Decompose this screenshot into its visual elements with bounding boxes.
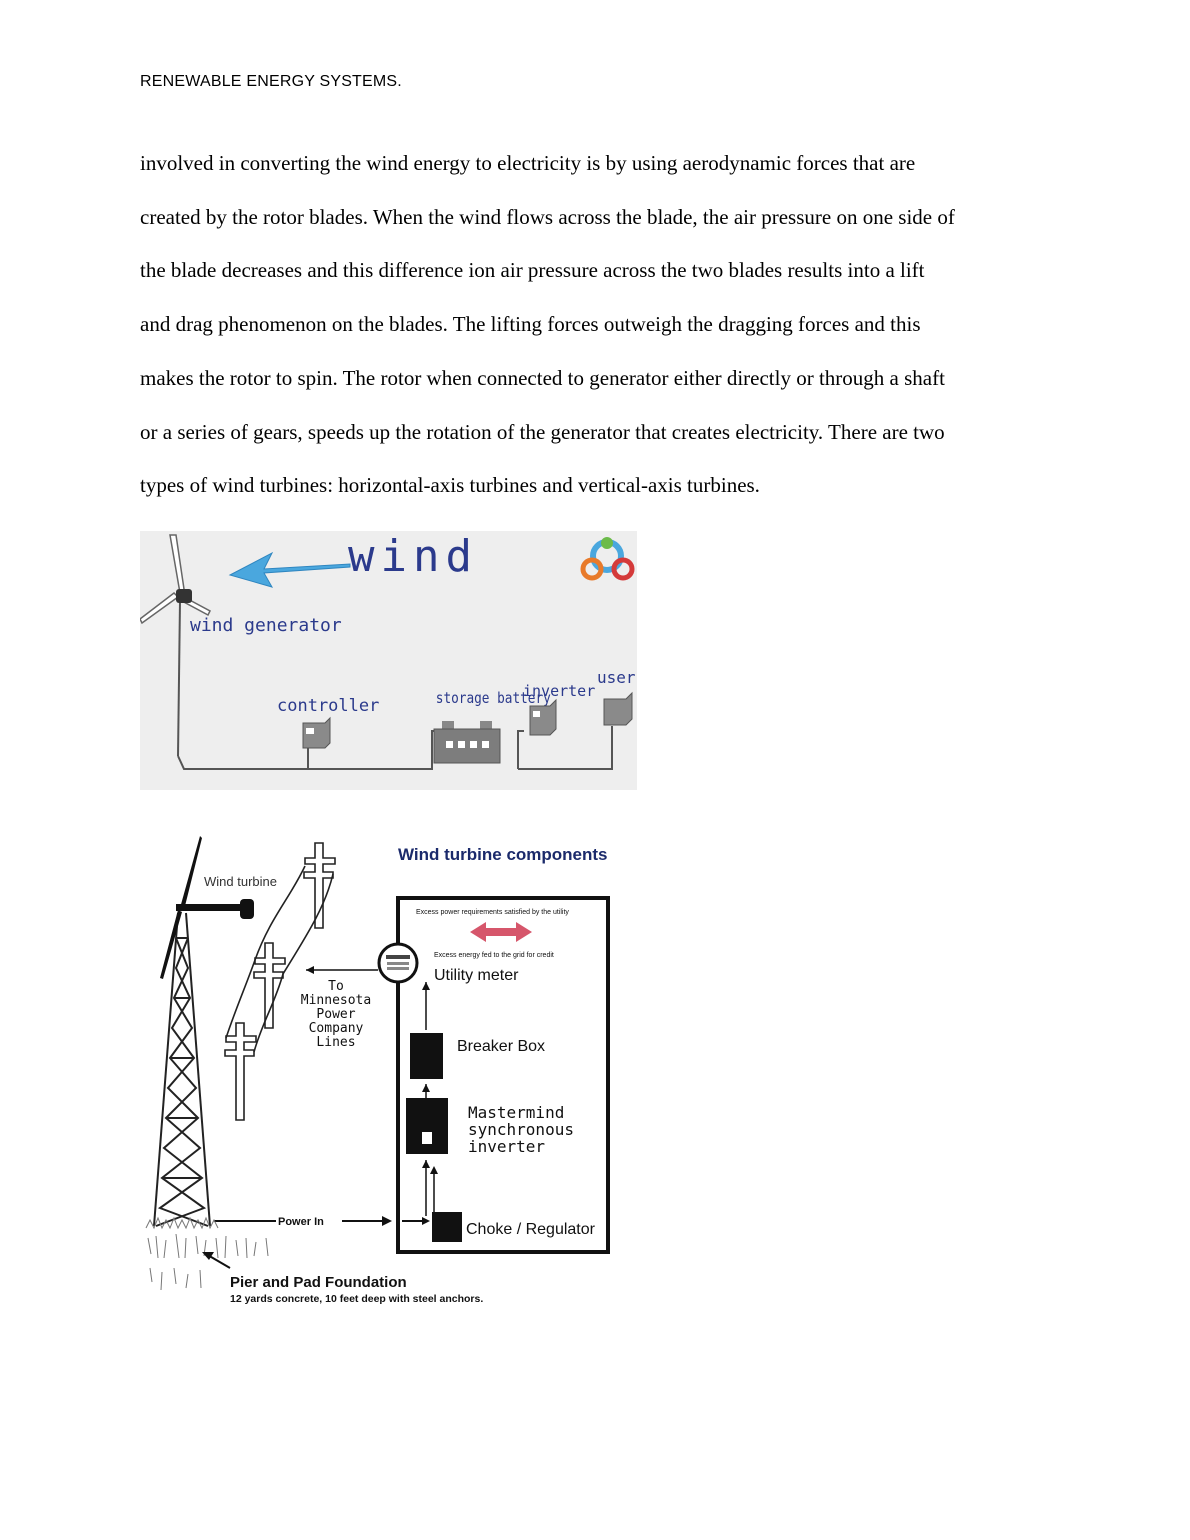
- to-lines-line: Company: [308, 1021, 364, 1036]
- foundation-note: 12 yards concrete, 10 feet deep with steel anchors.: [230, 1293, 484, 1305]
- excess-power-label: Excess power requirements satisfied by the utility: [416, 909, 569, 916]
- paragraph-line: involved in converting the wind energy to electricity is by using aerodynamic forces that are: [140, 151, 916, 175]
- battery-label: storage battery: [435, 690, 551, 708]
- choke-regulator-label: Choke / Regulator: [466, 1221, 595, 1238]
- components-figure: [140, 828, 620, 1310]
- paragraph-line: types of wind turbines: horizontal-axis turbines and vertical-axis turbines.: [140, 473, 760, 498]
- components-title: Wind turbine components: [398, 845, 608, 864]
- excess-energy-label: Excess energy fed to the grid for credit: [434, 952, 554, 959]
- wind-label: wind: [348, 531, 478, 582]
- to-lines-line: To: [328, 979, 344, 994]
- to-lines-line: Minnesota: [300, 993, 372, 1008]
- turbine-label: Wind turbine: [204, 874, 277, 889]
- paragraph-line: or a series of gears, speeds up the rotation of the generator that creates electricity. There are two: [140, 419, 945, 444]
- power-in-label: Power In: [278, 1216, 324, 1228]
- inverter-label-line: inverter: [468, 1137, 546, 1156]
- body-paragraph: [140, 137, 1060, 513]
- user-label: user: [597, 668, 636, 687]
- generator-label: wind generator: [190, 615, 342, 636]
- inverter-icon: [406, 1098, 448, 1154]
- to-lines-line: Power: [316, 1007, 356, 1022]
- controller-box: [303, 718, 330, 748]
- inverter-label-line: synchronous: [468, 1120, 574, 1139]
- inverter-label: inverter: [523, 682, 596, 700]
- paragraph-line: the blade decreases and this difference ion air pressure across the two blades results into a lift: [140, 258, 925, 283]
- foundation-title: Pier and Pad Foundation: [230, 1274, 407, 1291]
- wind-system-figure: [140, 531, 637, 790]
- inverter-label-line: Mastermind: [468, 1103, 565, 1122]
- to-lines-line: Lines: [316, 1035, 356, 1050]
- utility-meter-icon: [379, 944, 417, 982]
- breaker-box-label: Breaker Box: [457, 1038, 546, 1055]
- controller-label: controller: [277, 696, 380, 716]
- choke-regulator-icon: [432, 1212, 462, 1242]
- breaker-box-icon: [410, 1033, 443, 1079]
- paragraph-line: makes the rotor to spin. The rotor when connected to generator either directly or through a shaft: [140, 365, 945, 390]
- paragraph-line: and drag phenomenon on the blades. The lifting forces outweigh the dragging forces and this: [140, 312, 921, 337]
- running-head: RENEWABLE ENERGY SYSTEMS.: [140, 73, 402, 90]
- utility-meter-label: Utility meter: [434, 967, 519, 984]
- paragraph-line: created by the rotor blades. When the wind flows across the blade, the air pressure on one side of: [140, 204, 955, 229]
